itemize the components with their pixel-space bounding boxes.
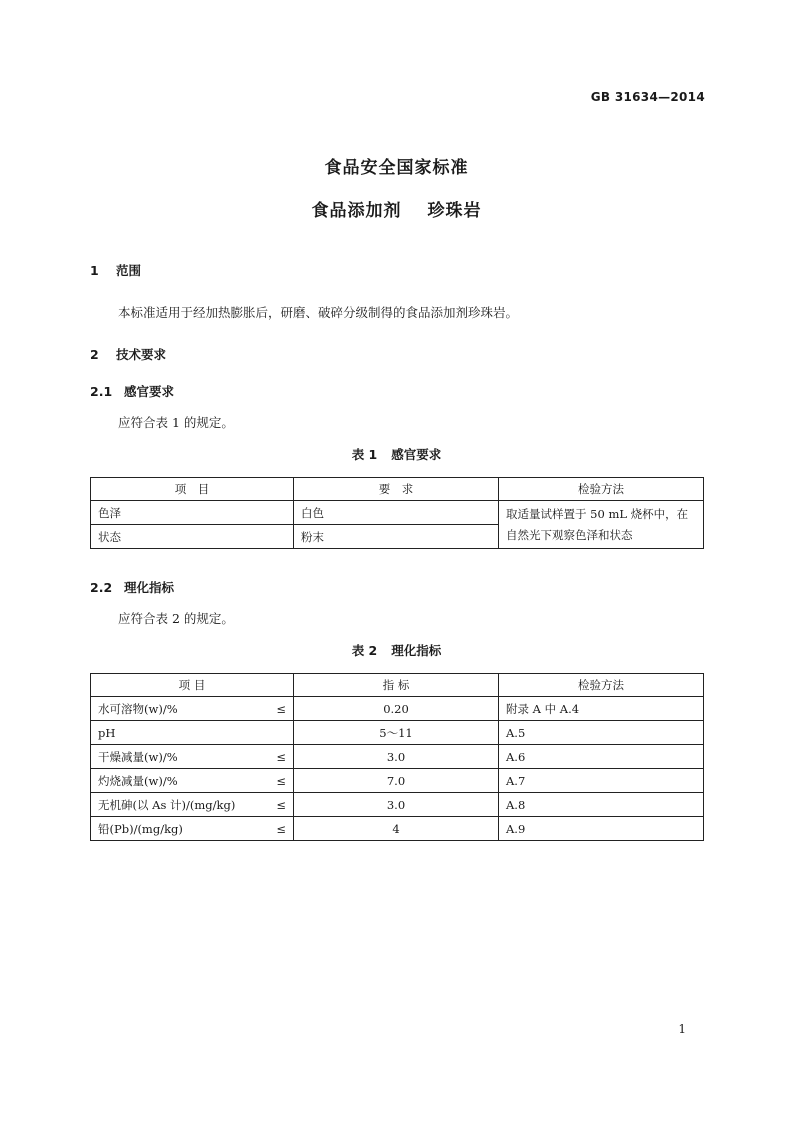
cell-requirement: 白色 [294,501,499,525]
cell-value: 0.20 [294,697,499,721]
cell-method: A.6 [499,745,704,769]
cell-requirement: 粉末 [294,525,499,549]
table-header-row [91,478,704,501]
table-row [91,769,704,793]
caption-number: 表 2 [351,643,378,658]
cell-method: 附录 A 中 A.4 [499,697,704,721]
cell-value: 5～11 [294,721,499,745]
section-2-1-heading [90,382,174,400]
limit-symbol: ≤ [276,749,286,764]
cell-item: 色泽 [91,501,294,525]
cell-method: A.8 [499,793,704,817]
section-number: 1 [90,263,99,278]
col-header-item: 项 目 [91,674,294,697]
cell-item [91,793,294,817]
col-header-method: 检验方法 [499,478,704,501]
col-header-item: 项 目 [91,478,294,501]
limit-symbol: ≤ [276,701,286,716]
table-header-row [91,674,704,697]
table-row [91,501,704,525]
cell-item [91,697,294,721]
cell-item [91,769,294,793]
table-row [91,745,704,769]
cell-item [91,817,294,841]
table-2-physicochemical [90,673,704,841]
section-2-2-text: 应符合表 2 的规定。 [118,611,234,626]
cell-method: A.7 [499,769,704,793]
limit-symbol: ≤ [276,797,286,812]
cell-item [91,721,294,745]
item-label: 无机砷(以 As 计)/(mg/kg) [98,797,236,812]
limit-symbol: ≤ [276,773,286,788]
section-title: 范围 [116,263,142,278]
item-label: 灼烧减量(w)/% [98,773,178,788]
section-title: 技术要求 [116,347,167,362]
cell-value: 7.0 [294,769,499,793]
col-header-method: 检验方法 [499,674,704,697]
section-2-heading [90,345,166,363]
page-number: 1 [678,1022,686,1036]
cell-item [91,745,294,769]
section-number: 2.1 [90,384,113,399]
table-1-sensory [90,477,704,549]
item-label: 水可溶物(w)/% [98,701,178,716]
section-number: 2.2 [90,580,113,595]
section-1-text: 本标准适用于经加热膨胀后，研磨、破碎分级制得的食品添加剂珍珠岩。 [118,305,519,320]
document-subtitle [0,196,793,221]
caption-title: 感官要求 [391,447,442,462]
table-row [91,697,704,721]
section-1-heading [90,261,141,279]
table-2-caption [0,641,793,659]
item-label: 铅(Pb)/(mg/kg) [98,821,183,836]
table-1-caption [0,445,793,463]
cell-value: 3.0 [294,793,499,817]
document-title: 食品安全国家标准 [324,158,469,178]
cell-value: 4 [294,817,499,841]
item-label: pH [98,725,116,740]
cell-method: A.5 [499,721,704,745]
cell-method: 取适量试样置于 50 mL 烧杯中，在自然光下观察色泽和状态 [499,501,704,549]
standard-number: GB 31634—2014 [590,90,705,104]
table-row [91,817,704,841]
cell-value: 3.0 [294,745,499,769]
col-header-requirement: 要 求 [294,478,499,501]
table-row [91,793,704,817]
section-title: 理化指标 [124,580,175,595]
section-number: 2 [90,347,99,362]
section-2-2-heading [90,578,174,596]
caption-number: 表 1 [351,447,378,462]
cell-method: A.9 [499,817,704,841]
section-2-1-text: 应符合表 1 的规定。 [118,415,234,430]
section-title: 感官要求 [124,384,175,399]
cell-item: 状态 [91,525,294,549]
caption-title: 理化指标 [391,643,442,658]
subtitle-part-b: 珍珠岩 [427,201,482,221]
col-header-index: 指 标 [294,674,499,697]
limit-symbol: ≤ [276,821,286,836]
table-row [91,721,704,745]
item-label: 干燥减量(w)/% [98,749,178,764]
subtitle-part-a: 食品添加剂 [311,201,402,221]
